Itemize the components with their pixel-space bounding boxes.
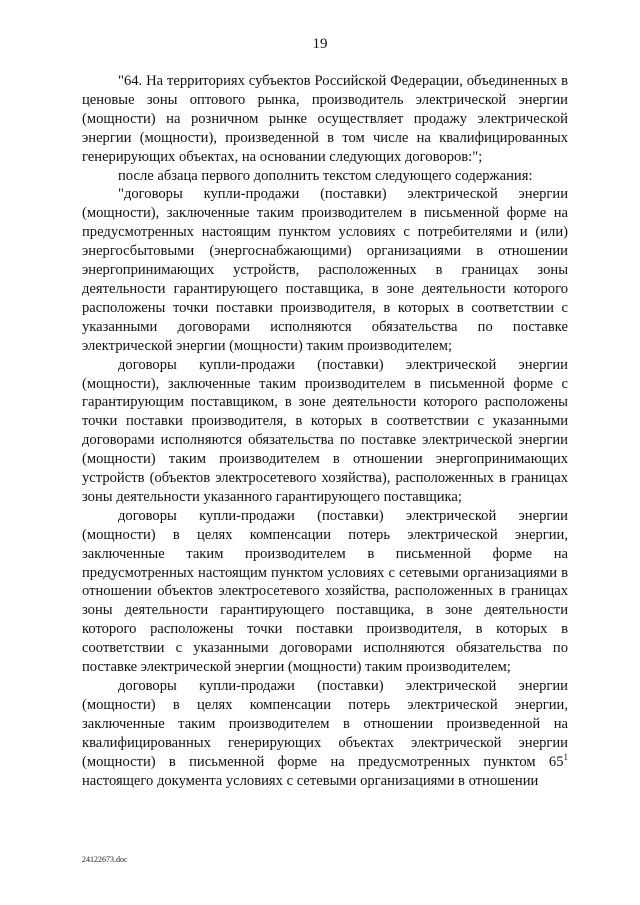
- document-body: [82, 72, 568, 790]
- paragraph-with-reference: [82, 677, 568, 790]
- paragraph-text: настоящего документа условиях с сетевыми организациями в отношении: [82, 772, 539, 789]
- paragraph: после абзаца первого дополнить текстом следующего содержания:: [118, 167, 533, 184]
- footer-filename: 24122673.doc: [82, 855, 128, 864]
- paragraph: "64. На территориях субъектов Российской Федерации, объединенных в ценовые зоны оптового рынка, производитель электрической энергии (мощности) на розничном рынке осуществляет продажу электрической энергии (мощности), произведенной в том числе на квалифицированных генерирующих объектах, на основании следующих договоров:";: [82, 73, 568, 165]
- paragraph-text: договоры купли-продажи (поставки) электрической энергии (мощности) в целях компенсации потерь электрической энергии, заключенные таким производителем в отношении произведенной на квалифицированных генерирующих объектах электрической энергии (мощности) в письменной форме на предусмотренных пунктом: [82, 678, 568, 770]
- paragraph: договоры купли-продажи (поставки) электрической энергии (мощности), заключенные таким производителем в письменной форме с гарантирующим поставщиком, в зоне деятельности которого расположены точки поставки производителя, в которых в соответствии с указанными договорами исполняются обязательства по поставке электрической энергии (мощности) таким производителем в отношении энергопринимающих устройств (объектов электросетевого хозяйства), расположенных в границах зоны деятельности указанного гарантирующего поставщика;: [82, 356, 568, 505]
- page-number: 19: [312, 36, 328, 52]
- clause-number: 65: [548, 753, 564, 770]
- paragraph: договоры купли-продажи (поставки) электрической энергии (мощности) в целях компенсации потерь электрической энергии, заключенные таким производителем в письменной форме на предусмотренных настоящим пунктом условиях с сетевыми организациями в отношении объектов электросетевого хозяйства, расположенных в границах зоны деятельности гарантирующего поставщика, в зоне деятельности которого расположены точки поставки производителя, в которых в соответствии с указанными договорами исполняются обязательства по поставке электрической энергии (мощности) таким производителем;: [82, 507, 568, 676]
- clause-superscript: 1: [563, 751, 568, 762]
- clause-reference: [548, 751, 568, 770]
- paragraph: "договоры купли-продажи (поставки) электрической энергии (мощности), заключенные таким производителем в письменной форме на предусмотренных настоящим пунктом условиях с потребителями и (или) энергосбытовыми (энергоснабжающими) организациями в отношении энергопринимающих устройств, расположенных в границах зоны деятельности гарантирующего поставщика, в зоне деятельности которого расположены точки поставки производителя, в которых в соответствии с указанными договорами исполняются обязательства по поставке электрической энергии (мощности) таким производителем;: [82, 186, 568, 354]
